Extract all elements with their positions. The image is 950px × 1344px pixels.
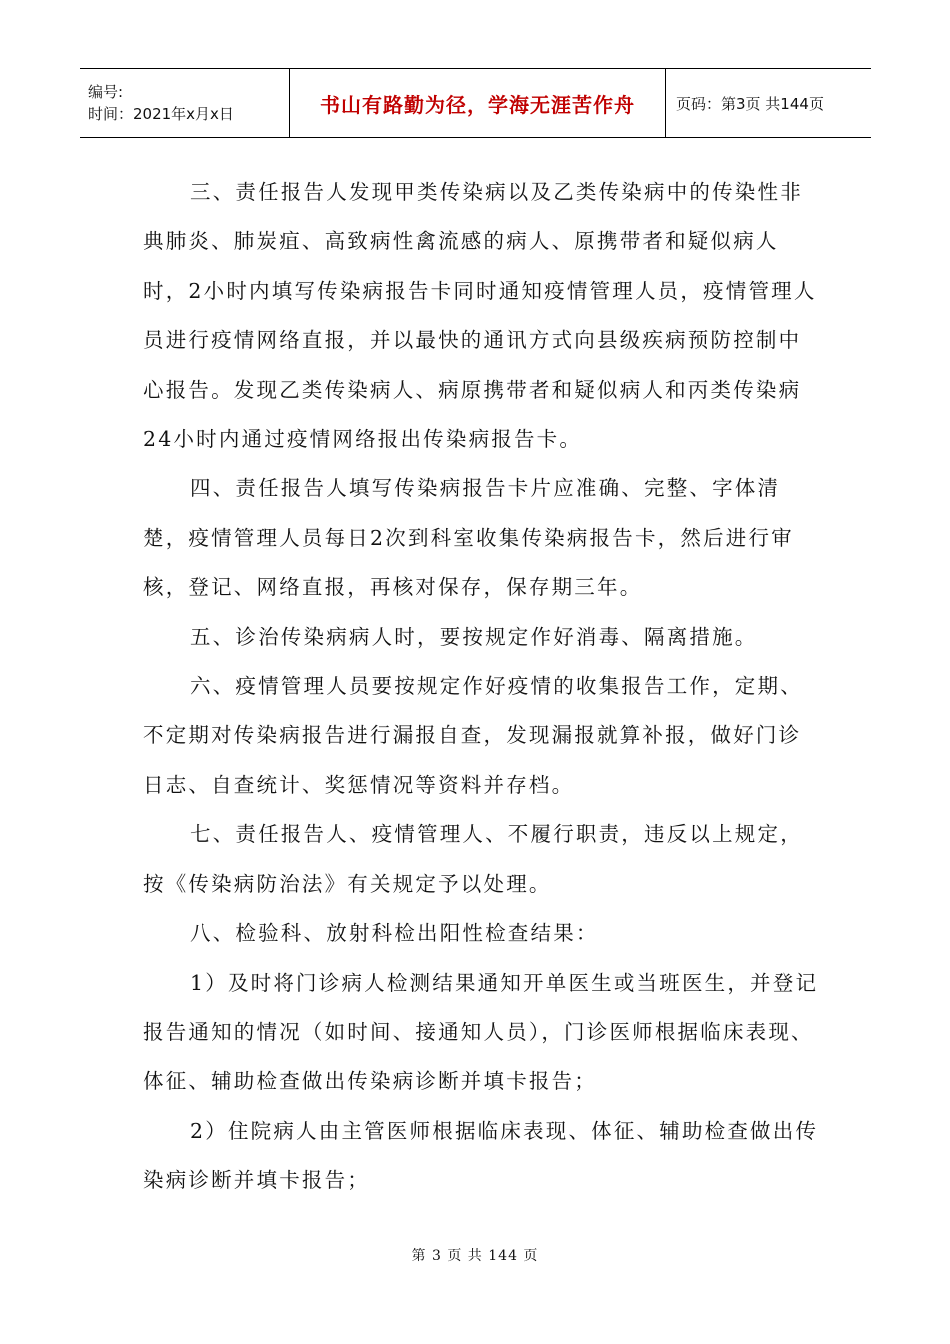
paragraph-item-3: 三、责任报告人发现甲类传染病以及乙类传染病中的传染性非典肺炎、肺炭疽、高致病性禽流感的病人、原携带者和疑似病人时，2小时内填写传染病报告卡同时通知疫情管理人员，疫情管理人员进行疫情网络直报，并以最快的通讯方式向县级疾病预防控制中心报告。发现乙类传染病人、病原携带者和疑似病人和丙类传染病24小时内通过疫情网络报出传染病报告卡。 (143, 180, 817, 452)
paragraph-subitem-2: 2）住院病人由主管医师根据临床表现、体征、辅助检查做出传染病诊断并填卡报告； (143, 1118, 819, 1193)
document-body (143, 168, 823, 1206)
document-date-label: 时间：2021年x月x日 (88, 105, 234, 123)
header-motto: 书山有路勤为径，学海无涯苦作舟 (320, 92, 635, 117)
header-page-cell (666, 69, 871, 137)
header-page-number: 页码：第3页 共144页 (676, 94, 824, 113)
page-header (80, 68, 871, 138)
paragraph-item-8: 八、检验科、放射科检出阳性检查结果： (190, 921, 599, 946)
paragraph-item-7: 七、责任报告人、疫情管理人、不履行职责，违反以上规定，按《传染病防治法》有关规定予以处理。 (143, 822, 803, 896)
header-info-cell (80, 69, 290, 137)
paragraph-subitem-1: 1）及时将门诊病人检测结果通知开单医生或当班医生，并登记报告通知的情况（如时间、接通知人员），门诊医师根据临床表现、体征、辅助检查做出传染病诊断并填卡报告； (143, 970, 819, 1094)
header-motto-cell (290, 69, 666, 137)
paragraph-item-4: 四、责任报告人填写传染病报告卡片应准确、完整、字体清楚，疫情管理人员每日2次到科室收集传染病报告卡，然后进行审核，登记、网络直报，再核对保存，保存期三年。 (143, 476, 794, 600)
page-footer: 第 3 页 共 144 页 (411, 1248, 539, 1264)
paragraph-item-5: 五、诊治传染病病人时，要按规定作好消毒、隔离措施。 (190, 624, 758, 649)
document-number-label: 编号: (88, 83, 124, 101)
paragraph-item-6: 六、疫情管理人员要按规定作好疫情的收集报告工作，定期、不定期对传染病报告进行漏报自查，发现漏报就算补报，做好门诊日志、自查统计、奖惩情况等资料并存档。 (143, 674, 803, 797)
